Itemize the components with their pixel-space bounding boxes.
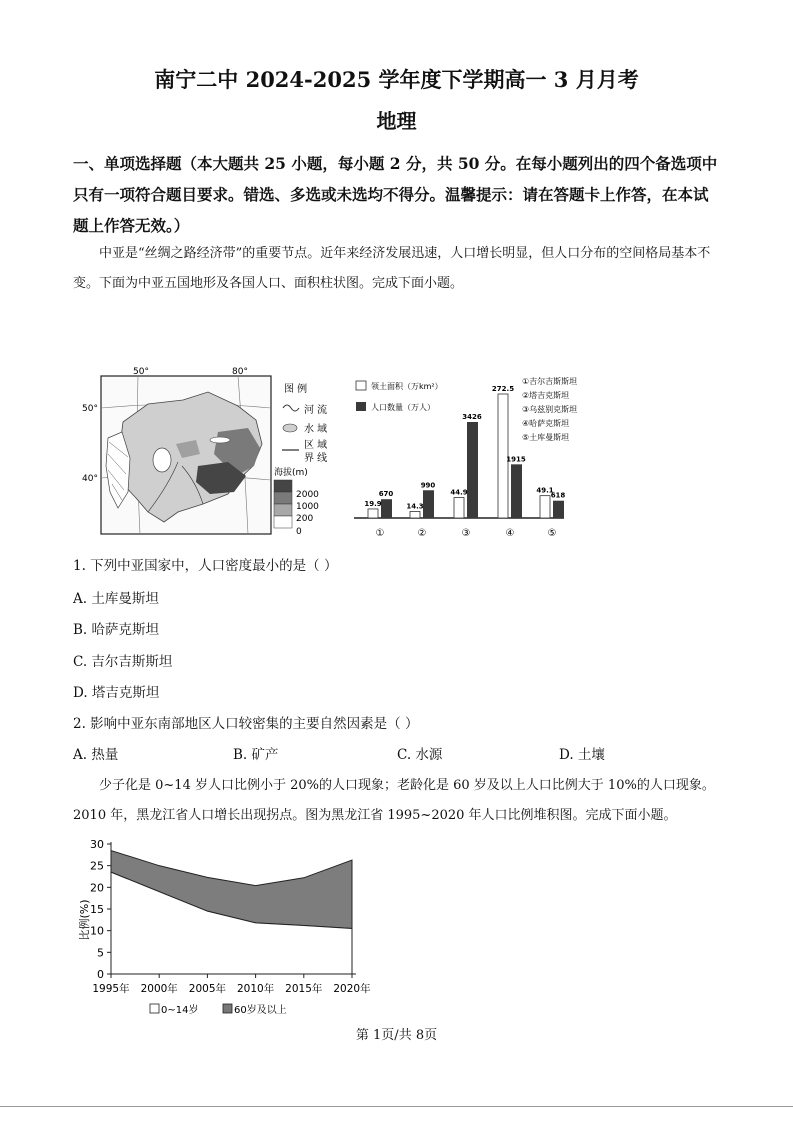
question-2-stem: 2. 影响中亚东南部地区人口较密集的主要自然因素是（ ） xyxy=(73,716,419,732)
category-label-3: ③ xyxy=(461,528,471,539)
legend-child-label: 0~14岁 xyxy=(161,1005,199,1016)
x-tick-label-4: 2015年 xyxy=(285,983,323,995)
elevation-title: 海拔(m) xyxy=(274,468,308,478)
y-tick-label-10: 10 xyxy=(90,924,104,938)
q1-option-d[interactable]: D. 塔吉克斯坦 xyxy=(73,685,160,701)
pop-value-5: 618 xyxy=(550,491,566,500)
country-legend-5: ⑤土库曼斯坦 xyxy=(522,433,570,442)
country-legend-3: ③乌兹别克斯坦 xyxy=(522,405,578,414)
legend-pop-swatch xyxy=(356,402,366,411)
y-axis-label: 比例(%) xyxy=(78,899,91,941)
pop-bar-2 xyxy=(423,490,434,518)
legend-elder-swatch xyxy=(223,1004,232,1013)
legend-area-label: 领土面积（万km²） xyxy=(371,382,443,391)
pop-value-2: 990 xyxy=(420,481,436,490)
pop-value-1: 670 xyxy=(378,490,394,499)
y-tick-label-25: 25 xyxy=(90,859,104,873)
exam-title: 南宁二中 2024-2025 学年度下学期高一 3 月月考 xyxy=(154,67,639,92)
elev-2000: 2000 xyxy=(296,490,319,500)
area-value-3: 44.9 xyxy=(450,488,468,497)
q1-option-c[interactable]: C. 吉尔吉斯斯坦 xyxy=(73,654,173,670)
x-tick-label-0: 1995年 xyxy=(92,983,130,995)
legend-river: 河 流 xyxy=(304,405,328,416)
q1-option-b[interactable]: B. 哈萨克斯坦 xyxy=(73,622,160,638)
lon-label-80: 80° xyxy=(232,367,248,377)
lat-label-40: 40° xyxy=(82,474,98,484)
x-tick-label-2: 2005年 xyxy=(188,983,227,995)
legend-pop-label: 人口数量（万人） xyxy=(371,403,435,412)
y-tick-label-0: 0 xyxy=(97,968,104,981)
country-legend-1: ①吉尔吉斯斯坦 xyxy=(522,377,578,386)
country-legend-2: ②塔吉克斯坦 xyxy=(522,391,570,400)
y-tick-label-5: 5 xyxy=(97,946,104,960)
subject-title: 地理 xyxy=(376,109,417,133)
lat-label-50: 50° xyxy=(82,404,98,414)
area-value-2: 14.3 xyxy=(406,502,424,511)
central-asia-topographic-map xyxy=(78,362,348,542)
area-bar-3 xyxy=(454,498,464,518)
area-bar-5 xyxy=(540,496,550,518)
q2-option-d[interactable]: D. 土壤 xyxy=(559,747,605,763)
q2-option-a[interactable]: A. 热量 xyxy=(73,747,119,763)
material-intro-1: 中亚是“丝绸之路经济带”的重要节点。近年来经济发展迅速，人口增长明显，但人口分布的空间格局基本不变。下面为中亚五国地形及各国人口、面积柱状图。完成下面小题。 xyxy=(73,246,711,291)
x-tick-label-3: 2010年 xyxy=(236,983,275,995)
lon-label-50: 50° xyxy=(133,367,149,377)
legend-title: 图 例 xyxy=(284,384,308,395)
q2-option-c[interactable]: C. 水源 xyxy=(397,747,443,763)
y-tick-label-30: 30 xyxy=(90,838,104,851)
category-label-1: ① xyxy=(375,528,385,539)
bottom-divider xyxy=(0,1106,793,1107)
area-bar-2 xyxy=(410,511,420,518)
pop-value-3: 3426 xyxy=(462,413,482,421)
category-label-2: ② xyxy=(417,528,427,539)
elev-200: 200 xyxy=(296,514,314,524)
page-number: 第 1页/共 8页 xyxy=(355,1028,438,1043)
river-icon xyxy=(283,405,299,411)
area-value-1: 19.9 xyxy=(364,499,382,508)
pop-bar-3 xyxy=(467,422,478,518)
category-label-5: ⑤ xyxy=(547,528,557,539)
country-legend-4: ④哈萨克斯坦 xyxy=(522,419,570,428)
heilongjiang-population-area-chart xyxy=(74,832,384,1022)
area-bar-1 xyxy=(368,509,378,518)
q2-option-b[interactable]: B. 矿产 xyxy=(233,747,279,763)
legend-boundary: 界 线 xyxy=(304,453,328,464)
x-tick-label-5: 2020年 xyxy=(333,983,371,995)
pop-bar-4 xyxy=(511,464,522,518)
y-tick-label-15: 15 xyxy=(90,903,104,916)
pop-bar-5 xyxy=(553,501,564,518)
section-heading: 一、单项选择题（本大题共 25 小题，每小题 2 分，共 50 分。在每小题列出的四个备选项中只有一项符合题目要求。错选、多选或未选均不得分。温馨提示：请在答题卡上作答，在本试题上作答无效。） xyxy=(73,154,718,235)
area-population-bar-chart xyxy=(350,372,610,544)
legend-area-swatch xyxy=(356,381,366,390)
legend-water: 水 域 xyxy=(304,424,328,435)
category-label-4: ④ xyxy=(505,528,515,539)
x-tick-label-1: 2000年 xyxy=(140,983,178,995)
elev-1000: 1000 xyxy=(296,502,319,512)
pop-bar-1 xyxy=(381,499,392,518)
area-value-5: 49.1 xyxy=(536,486,554,495)
legend-child-swatch xyxy=(150,1004,159,1013)
water-icon xyxy=(283,424,297,432)
question-1-stem: 1. 下列中亚国家中，人口密度最小的是（ ） xyxy=(73,558,338,574)
area-value-4: 272.5 xyxy=(491,385,515,393)
q1-option-a[interactable]: A. 土库曼斯坦 xyxy=(73,591,159,607)
y-tick-label-20: 20 xyxy=(90,881,104,895)
elev-0: 0 xyxy=(296,527,302,537)
material-intro-2: 少子化是 0~14 岁人口比例小于 20%的人口现象；老龄化是 60 岁及以上人口比例大于 10%的人口现象。2010 年，黑龙江省人口增长出现拐点。图为黑龙江省 1995~2020 年人口比例堆积图。完成下面小题。 xyxy=(73,778,715,823)
pop-value-4: 1915 xyxy=(506,455,526,464)
legend-region: 区 域 xyxy=(304,440,328,451)
legend-elder-label: 60岁及以上 xyxy=(234,1005,287,1016)
